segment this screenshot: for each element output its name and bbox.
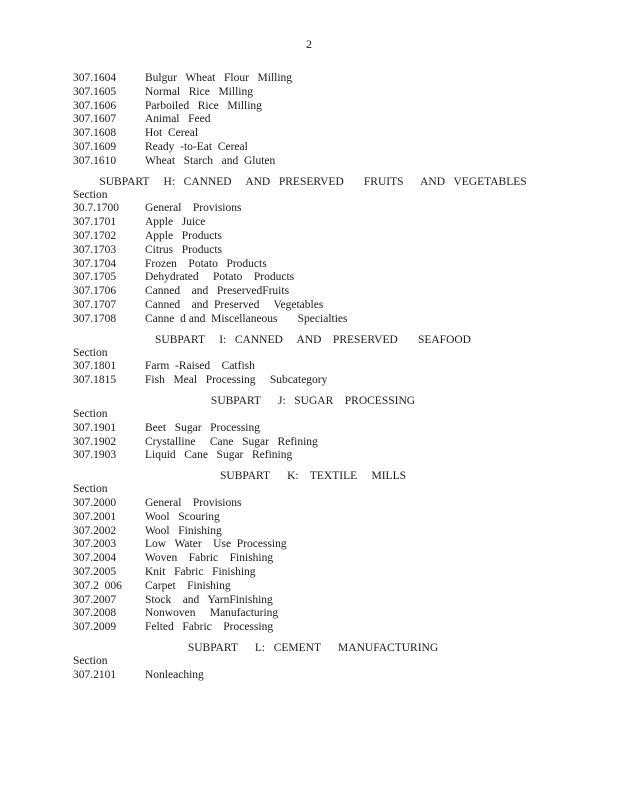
list-item bbox=[73, 86, 553, 100]
section-title: Beet Sugar Processing bbox=[145, 421, 260, 434]
section-title: General Provisions bbox=[145, 496, 242, 509]
section-number: 307.1708 bbox=[73, 312, 117, 325]
section-title: Canned and PreservedFruits bbox=[145, 285, 290, 298]
section-number: 307.2009 bbox=[73, 621, 117, 634]
section-number: 307.2007 bbox=[73, 593, 117, 606]
section-number: 307.1609 bbox=[73, 140, 117, 153]
section-title: Stock and YarnFinishing bbox=[145, 593, 273, 606]
list-item bbox=[73, 313, 553, 327]
section-title: Canned and Preserved Vegetables bbox=[145, 298, 324, 311]
section-title: Liquid Cane Sugar Refining bbox=[145, 449, 293, 462]
section-number: 307.2000 bbox=[73, 496, 117, 509]
list-item bbox=[73, 141, 553, 155]
list-item bbox=[73, 155, 553, 169]
list-item bbox=[73, 580, 553, 594]
subpart-heading: SUBPART K: TEXTILE MILLS bbox=[220, 470, 406, 483]
list-item bbox=[73, 374, 553, 388]
section-title: Knit Fabric Finishing bbox=[145, 565, 256, 578]
list-item bbox=[73, 244, 553, 258]
subpart-j bbox=[73, 394, 553, 463]
section-label: Section bbox=[73, 188, 108, 201]
section-number: 307.1607 bbox=[73, 113, 117, 126]
section-label: Section bbox=[73, 654, 108, 667]
list-item bbox=[73, 422, 553, 436]
section-number: 30.7.1700 bbox=[73, 202, 119, 215]
section-title: Nonwoven Manufacturing bbox=[145, 607, 279, 620]
section-number: 307.1703 bbox=[73, 243, 117, 256]
list-item bbox=[73, 566, 553, 580]
section-number: 307.2004 bbox=[73, 552, 117, 565]
section-title: Ready -to-Eat Cereal bbox=[145, 140, 248, 153]
list-item bbox=[73, 525, 553, 539]
list-item bbox=[73, 299, 553, 313]
subpart-heading: SUBPART J: SUGAR PROCESSING bbox=[210, 394, 416, 407]
list-item bbox=[73, 127, 553, 141]
list-item bbox=[73, 497, 553, 511]
page-number: 2 bbox=[306, 37, 312, 51]
section-number: 307.2008 bbox=[73, 607, 117, 620]
section-title: Wool Finishing bbox=[145, 524, 222, 537]
section-title: Nonleaching bbox=[145, 668, 204, 681]
section-number: 307.2 006 bbox=[73, 579, 122, 592]
list-item bbox=[73, 552, 553, 566]
list-item bbox=[73, 538, 553, 552]
section-number: 307.1902 bbox=[73, 435, 117, 448]
section-title: Parboiled Rice Milling bbox=[145, 99, 262, 112]
list-item bbox=[73, 436, 553, 450]
section-title: Apple Products bbox=[145, 229, 222, 242]
subpart-heading: SUBPART L: CEMENT MANUFACTURING bbox=[187, 641, 439, 654]
section-number: 307.1815 bbox=[73, 374, 117, 387]
section-number: 307.1903 bbox=[73, 449, 117, 462]
section-number: 307.1606 bbox=[73, 99, 117, 112]
section-number: 307.1604 bbox=[73, 72, 117, 84]
list-item bbox=[73, 230, 553, 244]
section-number: 307.2005 bbox=[73, 565, 117, 578]
list-item bbox=[73, 449, 553, 463]
section-title: Frozen Potato Products bbox=[145, 257, 267, 270]
section-title: Citrus Products bbox=[145, 243, 222, 256]
section-title: Animal Feed bbox=[145, 113, 211, 126]
section-title: Hot Cereal bbox=[145, 127, 199, 140]
list-item bbox=[73, 113, 553, 127]
section-number: 307.1704 bbox=[73, 257, 117, 270]
list-item bbox=[73, 669, 553, 683]
list-item bbox=[73, 216, 553, 230]
section-label: Section bbox=[73, 346, 108, 359]
section-number: 307.1707 bbox=[73, 298, 117, 311]
list-item bbox=[73, 202, 553, 216]
initial-entry-list bbox=[73, 72, 553, 169]
list-item bbox=[73, 360, 553, 374]
section-number: 307.2001 bbox=[73, 510, 117, 523]
section-number: 307.1801 bbox=[73, 360, 117, 373]
section-number: 307.1608 bbox=[73, 127, 117, 140]
section-number: 307.1702 bbox=[73, 229, 117, 242]
section-label: Section bbox=[73, 483, 108, 496]
section-title: Crystalline Cane Sugar Refining bbox=[145, 435, 318, 448]
section-title: Carpet Finishing bbox=[145, 579, 231, 592]
section-label: Section bbox=[73, 407, 108, 420]
section-title: Farm -Raised Catfish bbox=[145, 360, 255, 373]
list-item bbox=[73, 621, 553, 635]
subpart-k bbox=[73, 469, 553, 635]
subpart-heading: SUBPART H: CANNED AND PRESERVED FRUITS AND VEGETABLES bbox=[99, 175, 527, 188]
document-body bbox=[73, 72, 553, 682]
section-title: Bulgur Wheat Flour Milling bbox=[145, 72, 293, 84]
list-item bbox=[73, 271, 553, 285]
section-title: Low Water Use Processing bbox=[145, 538, 287, 551]
list-item bbox=[73, 100, 553, 114]
section-title: Apple Juice bbox=[145, 216, 206, 229]
list-item bbox=[73, 594, 553, 608]
section-title: Dehydrated Potato Products bbox=[145, 271, 295, 284]
section-title: Canne d and Miscellaneous Specialties bbox=[145, 312, 348, 325]
subpart-i bbox=[73, 333, 553, 388]
section-title: Fish Meal Processing Subcategory bbox=[145, 374, 328, 387]
subpart-l bbox=[73, 641, 553, 683]
list-item bbox=[73, 285, 553, 299]
list-item bbox=[73, 72, 553, 86]
section-title: Wool Scouring bbox=[145, 510, 220, 523]
section-number: 307.1901 bbox=[73, 421, 117, 434]
section-title: General Provisions bbox=[145, 202, 242, 215]
list-item bbox=[73, 607, 553, 621]
section-number: 307.1706 bbox=[73, 285, 117, 298]
list-item bbox=[73, 258, 553, 272]
section-title: Normal Rice Milling bbox=[145, 85, 253, 98]
section-number: 307.1701 bbox=[73, 216, 117, 229]
section-number: 307.1605 bbox=[73, 85, 117, 98]
section-title: Woven Fabric Finishing bbox=[145, 552, 274, 565]
section-title: Wheat Starch and Gluten bbox=[145, 154, 276, 167]
subpart-heading: SUBPART I: CANNED AND PRESERVED SEAFOOD bbox=[155, 333, 471, 346]
section-number: 307.2002 bbox=[73, 524, 117, 537]
subpart-h bbox=[73, 175, 553, 327]
section-number: 307.2003 bbox=[73, 538, 117, 551]
section-number: 307.2101 bbox=[73, 668, 117, 681]
section-number: 307.1610 bbox=[73, 154, 117, 167]
section-number: 307.1705 bbox=[73, 271, 117, 284]
list-item bbox=[73, 511, 553, 525]
section-title: Felted Fabric Processing bbox=[145, 621, 274, 634]
